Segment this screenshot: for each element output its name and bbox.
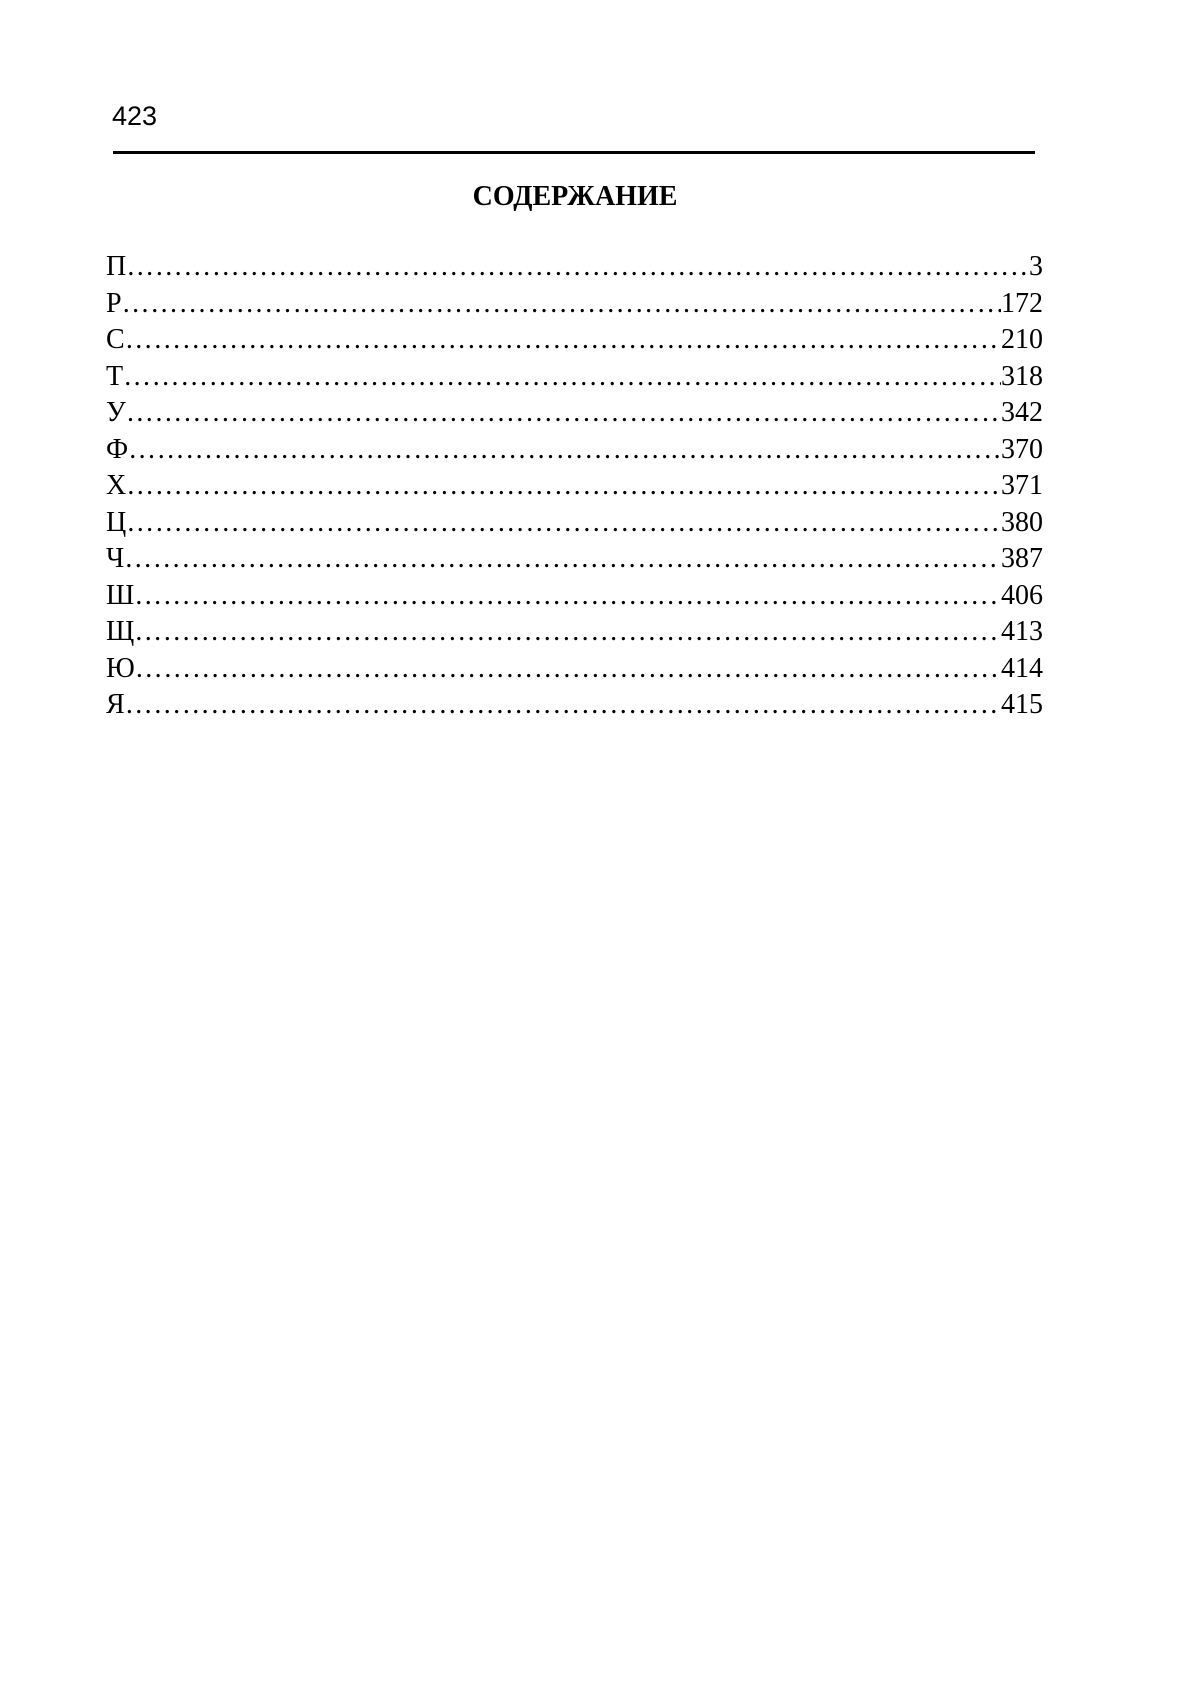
dot-leader [135, 651, 1001, 688]
toc-entry[interactable] [106, 687, 1043, 724]
toc-entry-label: Ш [106, 579, 135, 611]
toc-entry-page: 318 [1001, 360, 1043, 392]
toc-entry-page: 210 [1001, 324, 1043, 355]
dot-leader [126, 249, 1029, 286]
toc-entry-label: Ю [106, 652, 135, 684]
dot-leader [128, 432, 1001, 469]
toc-entry[interactable] [106, 578, 1043, 615]
toc-entry[interactable] [106, 322, 1043, 359]
page-title: СОДЕРЖАНИЕ [472, 181, 678, 212]
toc-entry-page: 414 [1001, 652, 1043, 684]
toc-entry[interactable] [106, 651, 1043, 688]
toc-entry-page: 370 [1001, 433, 1043, 465]
dot-leader [134, 578, 1001, 615]
page-number: 423 [112, 101, 158, 131]
toc-entry[interactable] [106, 395, 1043, 432]
toc-entry-page: 3 [1029, 251, 1043, 282]
dot-leader [125, 322, 1001, 359]
toc-entry[interactable] [106, 468, 1043, 505]
toc-entry[interactable] [106, 614, 1043, 651]
table-of-contents [106, 249, 1043, 724]
dot-leader [124, 541, 1001, 578]
toc-entry[interactable] [106, 432, 1043, 469]
dot-leader [122, 286, 1001, 323]
dot-leader [125, 687, 1001, 724]
toc-entry[interactable] [106, 505, 1043, 542]
toc-entry-page: 415 [1001, 689, 1043, 720]
toc-entry-page: 371 [1001, 470, 1043, 501]
toc-entry-label: Ф [106, 433, 129, 465]
toc-entry-label: Т [106, 360, 124, 392]
toc-entry[interactable] [106, 249, 1043, 286]
dot-leader [126, 395, 1001, 432]
toc-entry-label: Х [106, 470, 127, 501]
toc-entry-label: Ч [106, 543, 125, 574]
toc-entry-label: Я [106, 689, 125, 720]
toc-entry-page: 380 [1001, 506, 1043, 538]
toc-entry-label: Ц [106, 506, 127, 538]
dot-leader [126, 505, 1001, 542]
toc-entry[interactable] [106, 286, 1043, 323]
toc-entry-label: Щ [106, 616, 135, 647]
toc-entry[interactable] [106, 541, 1043, 578]
toc-entry-label: Р [106, 287, 122, 319]
toc-entry-label: П [106, 251, 127, 282]
toc-entry-page: 387 [1001, 543, 1043, 574]
dot-leader [134, 614, 1001, 651]
toc-entry-page: 342 [1001, 397, 1043, 428]
dot-leader [123, 359, 1001, 396]
toc-entry-page: 406 [1001, 579, 1043, 611]
toc-entry-page: 172 [1001, 287, 1043, 319]
toc-entry-label: С [106, 324, 125, 355]
toc-entry[interactable] [106, 359, 1043, 396]
header-rule [113, 151, 1035, 154]
toc-entry-page: 413 [1001, 616, 1043, 647]
dot-leader [126, 468, 1001, 505]
toc-entry-label: У [106, 397, 126, 428]
